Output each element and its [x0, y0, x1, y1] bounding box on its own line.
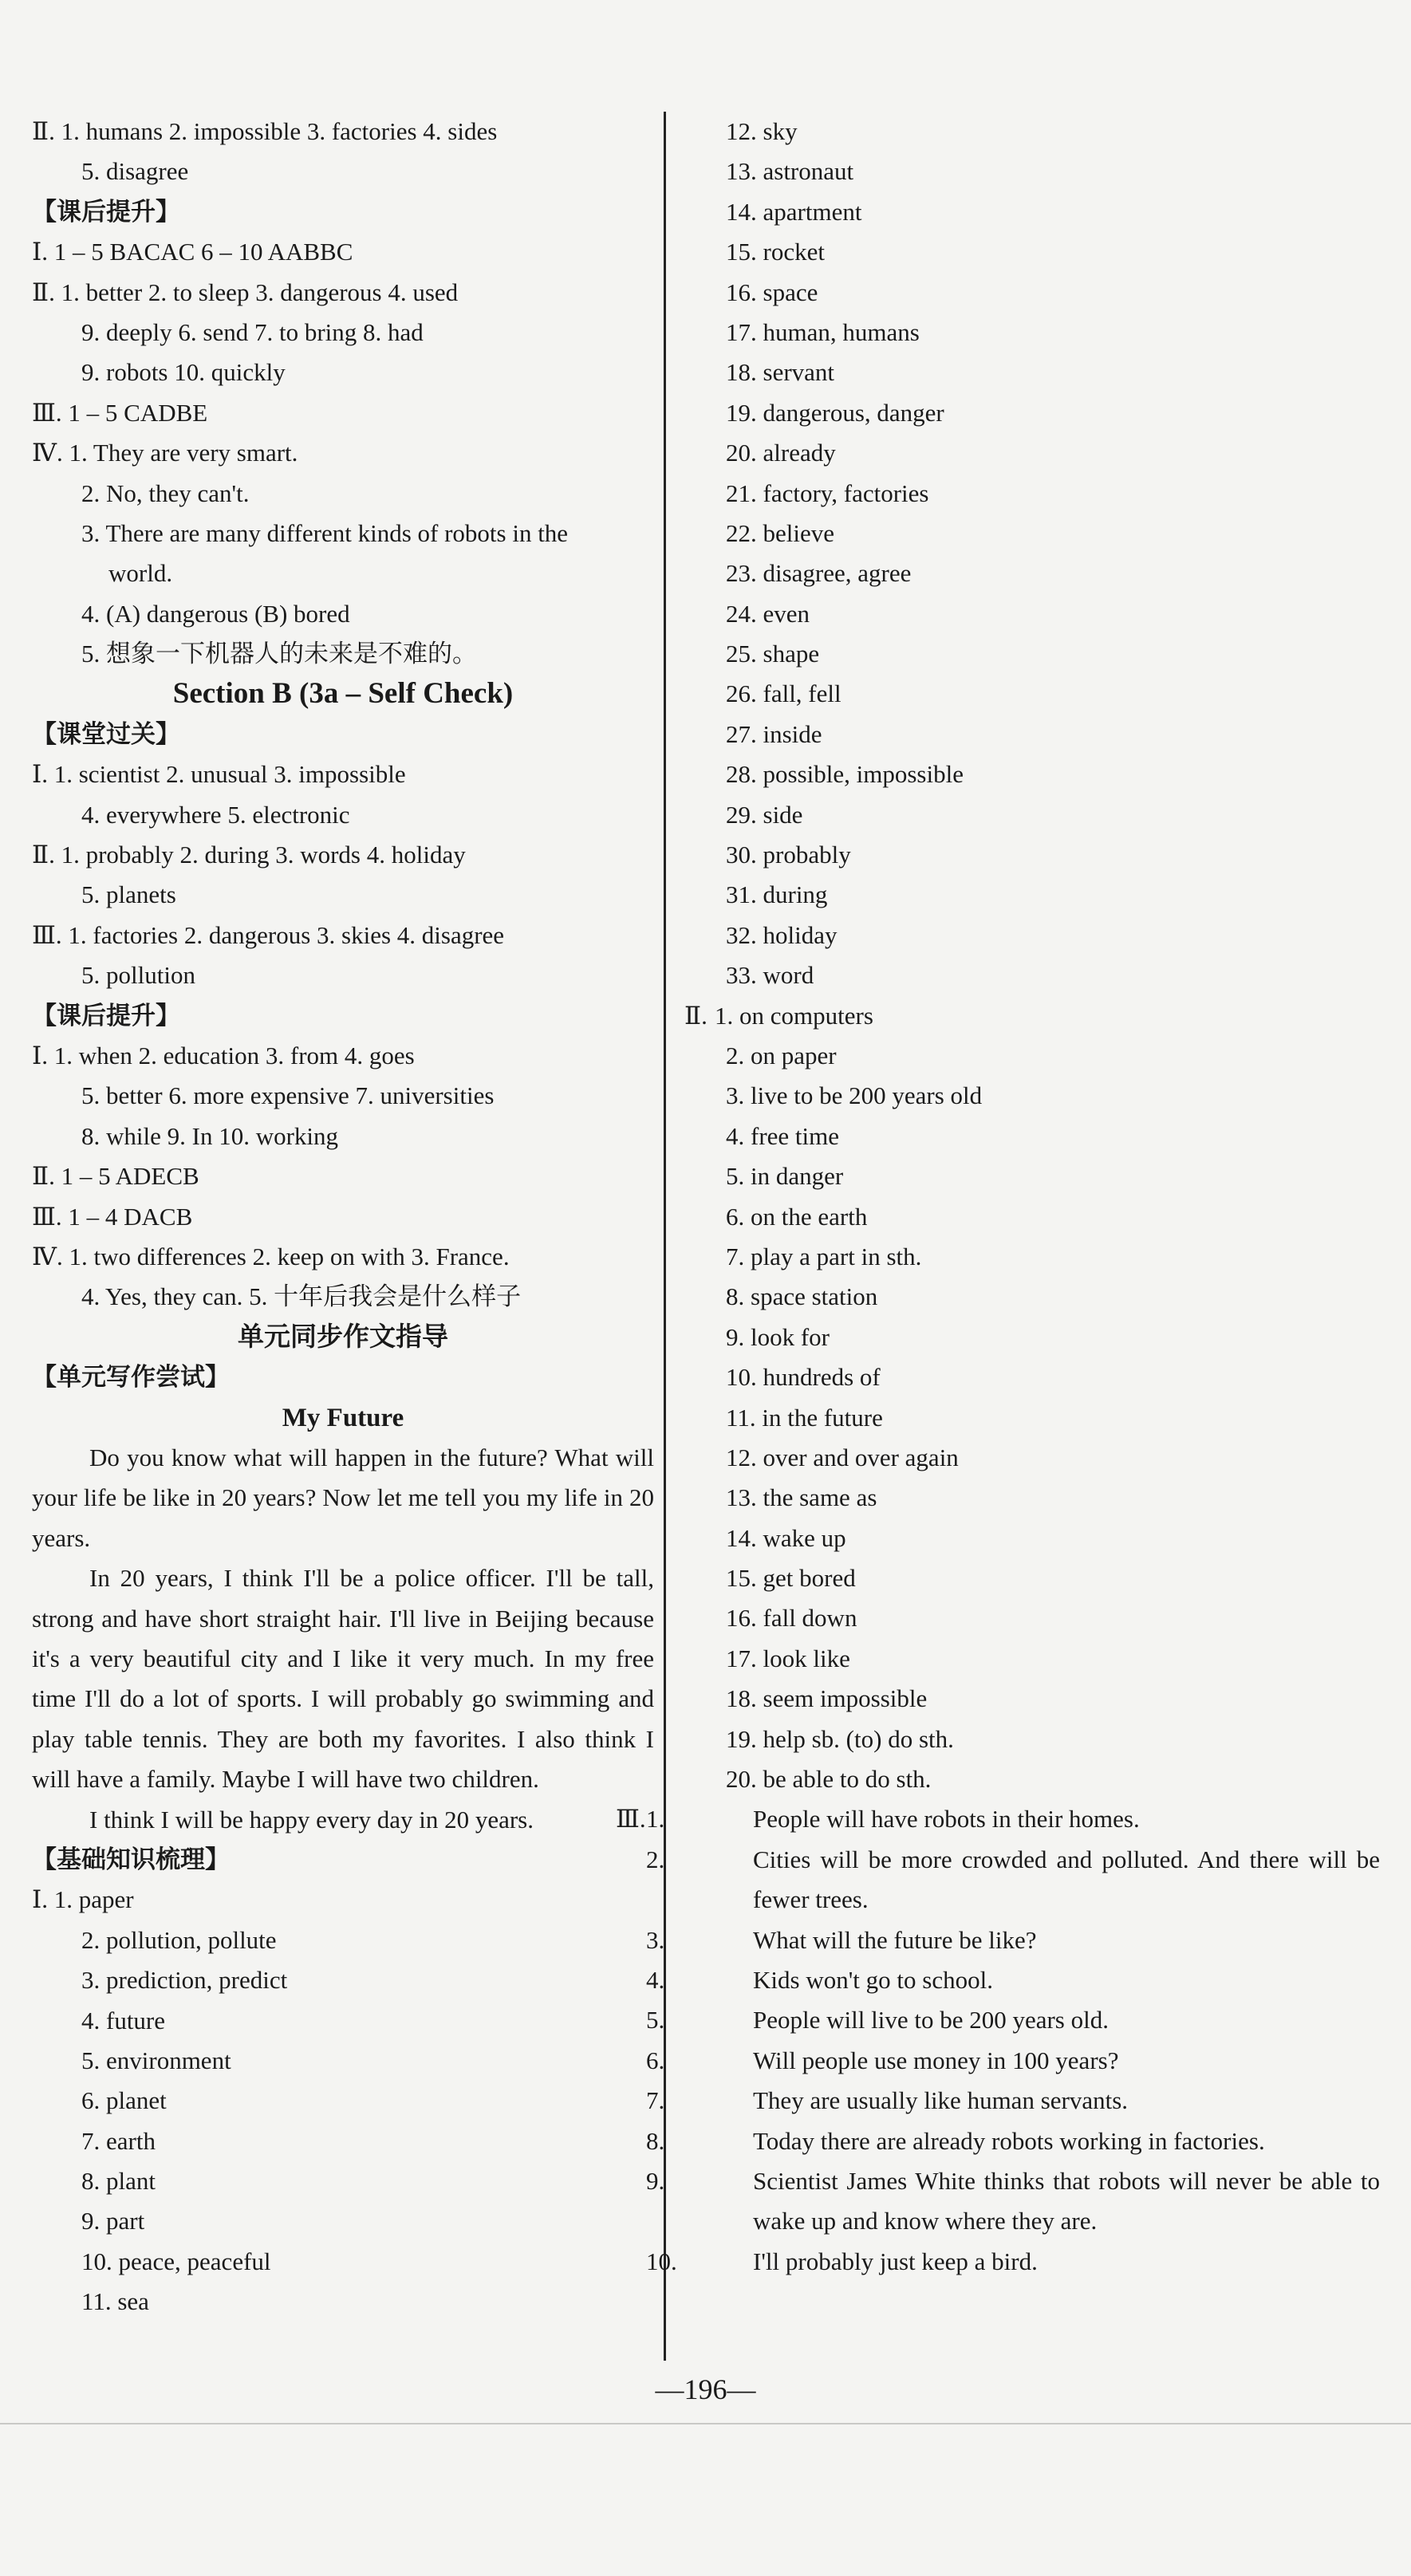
answer-line: 8. while 9. In 10. working — [81, 1121, 339, 1150]
section-heading: 【课堂过关】 — [32, 719, 180, 748]
vocab-item: 26. fall, fell — [726, 679, 841, 708]
answer-line: 6. planet — [81, 2086, 167, 2115]
phrase-item: 4. free time — [726, 1121, 840, 1150]
sentence-number: 10. — [646, 2247, 677, 2275]
answer-line: 9. robots 10. quickly — [81, 358, 286, 387]
answer-line: 4. everywhere 5. electronic — [81, 800, 350, 829]
bottom-rule — [0, 2423, 1411, 2424]
answer-line: 5. planets — [81, 880, 176, 909]
phrase-item: 6. on the earth — [726, 1202, 868, 1231]
sentence-number: 5. — [646, 2006, 665, 2034]
unit-writing-title: 单元同步作文指导 — [238, 1322, 448, 1352]
vocab-item: 23. disagree, agree — [726, 559, 912, 588]
sentence-text: Cities will be more crowded and polluted. And there will be fewer trees. — [753, 1845, 1380, 1914]
vocab-item: 25. shape — [726, 640, 820, 668]
section-heading: 【课后提升】 — [32, 197, 180, 226]
phrase-item: 8. space station — [726, 1282, 878, 1311]
vocab-item: 15. rocket — [726, 238, 825, 266]
answer-line: Ⅲ. 1. factories 2. dangerous 3. skies 4. disagree — [32, 920, 505, 949]
vocab-item: 18. servant — [726, 358, 835, 387]
answer-line: Ⅰ. 1. scientist 2. unusual 3. impossible — [32, 760, 406, 789]
answer-line: Ⅰ. 1. paper — [32, 1885, 134, 1914]
essay-paragraph: I think I will be happy every day in 20 years. — [89, 1805, 534, 1834]
answer-line: Ⅰ. 1 – 5 BACAC 6 – 10 AABBC — [32, 238, 353, 266]
essay-paragraph: Do you know what will happen in the future? What will your life be like in 20 years? Now let me tell you my life in 20 years. — [32, 1443, 654, 1552]
sentence-text: They are usually like human servants. — [753, 2086, 1129, 2115]
answer-line: Ⅱ. 1 – 5 ADECB — [32, 1162, 199, 1191]
vocab-item: 14. apartment — [726, 197, 862, 226]
answer-line: 5. disagree — [81, 157, 189, 186]
vocab-item: 24. even — [726, 599, 810, 628]
phrase-item: 7. play a part in sth. — [726, 1242, 922, 1270]
answer-line: 3. There are many different kinds of robots in the — [81, 518, 569, 547]
sentence-number: 2. — [646, 1845, 665, 1873]
sentence-text: Scientist James White thinks that robots will never be able to wake up and know where they are. — [753, 2167, 1380, 2235]
phrase-item: 14. wake up — [726, 1523, 846, 1552]
phrase-item: 1. on computers — [715, 1001, 873, 1030]
sentence-text: People will live to be 200 years old. — [753, 2006, 1109, 2034]
left-column — [32, 112, 654, 2322]
answer-line: Ⅱ. 1. humans 2. impossible 3. factories 4. sides — [32, 117, 498, 145]
phrase-item: 5. in danger — [726, 1162, 844, 1191]
sentence-number: 4. — [646, 1966, 665, 1995]
phrase-item: 13. the same as — [726, 1483, 877, 1512]
phrase-item: 12. over and over again — [726, 1443, 959, 1471]
phrase-item: 18. seem impossible — [726, 1684, 928, 1713]
answer-line: Ⅱ. 1. better 2. to sleep 3. dangerous 4. used — [32, 278, 459, 306]
vocab-item: 12. sky — [726, 117, 798, 145]
section-heading: 【基础知识梳理】 — [32, 1845, 230, 1873]
vocab-item: 19. dangerous, danger — [726, 398, 944, 427]
sentence-text: Will people use money in 100 years? — [753, 2046, 1119, 2074]
phrase-item: 16. fall down — [726, 1604, 857, 1633]
answer-line: 5. environment — [81, 2046, 231, 2074]
essay-paragraph: In 20 years, I think I'll be a police officer. I'll be tall, strong and have short straight hair. I'll live in Beijing because it's a very beautiful city and I like it very much. In my free time I'll do a lot of sports. I will probably go swimming and play table tennis. They are both my favorites. I also think I will have a family. Maybe I will have two children. — [32, 1564, 654, 1794]
vocab-item: 29. side — [726, 800, 803, 829]
vocab-item: 21. factory, factories — [726, 479, 929, 507]
vocab-item: 33. word — [726, 961, 814, 990]
phrase-item: 11. in the future — [726, 1403, 883, 1432]
vocab-item: 22. believe — [726, 518, 835, 547]
sentence-text: I'll probably just keep a bird. — [753, 2247, 1038, 2275]
phrase-item: 20. be able to do sth. — [726, 1765, 932, 1794]
answer-line: 9. deeply 6. send 7. to bring 8. had — [81, 317, 424, 346]
vocab-item: 28. possible, impossible — [726, 760, 964, 789]
section-numeral: Ⅱ. — [684, 1001, 707, 1030]
phrase-item: 9. look for — [726, 1322, 830, 1351]
phrase-item: 2. on paper — [726, 1041, 837, 1069]
answer-line: Ⅰ. 1. when 2. education 3. from 4. goes — [32, 1041, 415, 1069]
answer-line: world. — [108, 559, 173, 588]
answer-line: 3. prediction, predict — [81, 1966, 288, 1995]
vocab-list — [684, 112, 1386, 996]
answer-line: 2. pollution, pollute — [81, 1925, 277, 1954]
sentence-number: 1. — [646, 1805, 665, 1834]
answer-line: Ⅲ. 1 – 5 CADBE — [32, 398, 208, 427]
vocab-item: 30. probably — [726, 841, 851, 869]
sentence-text: What will the future be like? — [753, 1925, 1037, 1954]
section-title: Section B (3a – Self Check) — [172, 677, 514, 711]
answer-line: 5. better 6. more expensive 7. universities — [81, 1081, 495, 1110]
section-heading: 【课后提升】 — [32, 1001, 180, 1030]
sentence-text: Kids won't go to school. — [753, 1966, 993, 1995]
answer-line: 11. sea — [81, 2287, 149, 2316]
essay-title: My Future — [282, 1403, 404, 1432]
sentence-text: Today there are already robots working in factories. — [753, 2126, 1265, 2155]
sentence-text: People will have robots in their homes. — [753, 1805, 1140, 1834]
answer-line: 10. peace, peaceful — [81, 2247, 271, 2275]
answer-line: 4. (A) dangerous (B) bored — [81, 599, 350, 628]
answer-line: 4. Yes, they can. 5. 十年后我会是什么样子 — [81, 1282, 522, 1311]
answer-line: 5. pollution — [81, 961, 195, 990]
vocab-item: 16. space — [726, 278, 818, 306]
phrase-item: 17. look like — [726, 1644, 850, 1672]
sentence-number: 9. — [646, 2167, 665, 2196]
vocab-item: 32. holiday — [726, 920, 838, 949]
phrase-item: 15. get bored — [726, 1564, 856, 1593]
sentence-number: 8. — [646, 2126, 665, 2155]
answer-line: Ⅱ. 1. probably 2. during 3. words 4. holiday — [32, 841, 466, 869]
section-numeral: Ⅲ. — [616, 1805, 646, 1834]
phrases-list — [684, 996, 1386, 1800]
vocab-item: 20. already — [726, 439, 836, 467]
answer-line: 5. 想象一下机器人的未来是不难的。 — [81, 640, 477, 668]
vocab-item: 27. inside — [726, 719, 822, 748]
phrase-item: 19. help sb. (to) do sth. — [726, 1724, 954, 1753]
phrase-item: 3. live to be 200 years old — [726, 1081, 983, 1110]
answer-line: Ⅳ. 1. two differences 2. keep on with 3. France. — [32, 1242, 510, 1270]
answer-line: 8. plant — [81, 2167, 156, 2196]
answer-line: Ⅳ. 1. They are very smart. — [32, 439, 298, 467]
sentences-list — [616, 1799, 1386, 2282]
vocab-item: 31. during — [726, 880, 828, 909]
vocab-item: 13. astronaut — [726, 157, 854, 186]
answer-line: 9. part — [81, 2207, 145, 2235]
sentence-number: 3. — [646, 1925, 665, 1954]
sentence-number: 6. — [646, 2046, 665, 2074]
phrase-item: 10. hundreds of — [726, 1363, 881, 1392]
sentence-number: 7. — [646, 2086, 665, 2115]
answer-line: 7. earth — [81, 2126, 156, 2155]
answer-line: 2. No, they can't. — [81, 479, 250, 507]
section-heading: 【单元写作尝试】 — [32, 1363, 230, 1392]
vocab-item: 17. human, humans — [726, 317, 920, 346]
answer-line: Ⅲ. 1 – 4 DACB — [32, 1202, 193, 1231]
answer-line: 4. future — [81, 2006, 166, 2034]
page-number: —196— — [655, 2373, 756, 2405]
right-column — [616, 112, 1386, 2282]
